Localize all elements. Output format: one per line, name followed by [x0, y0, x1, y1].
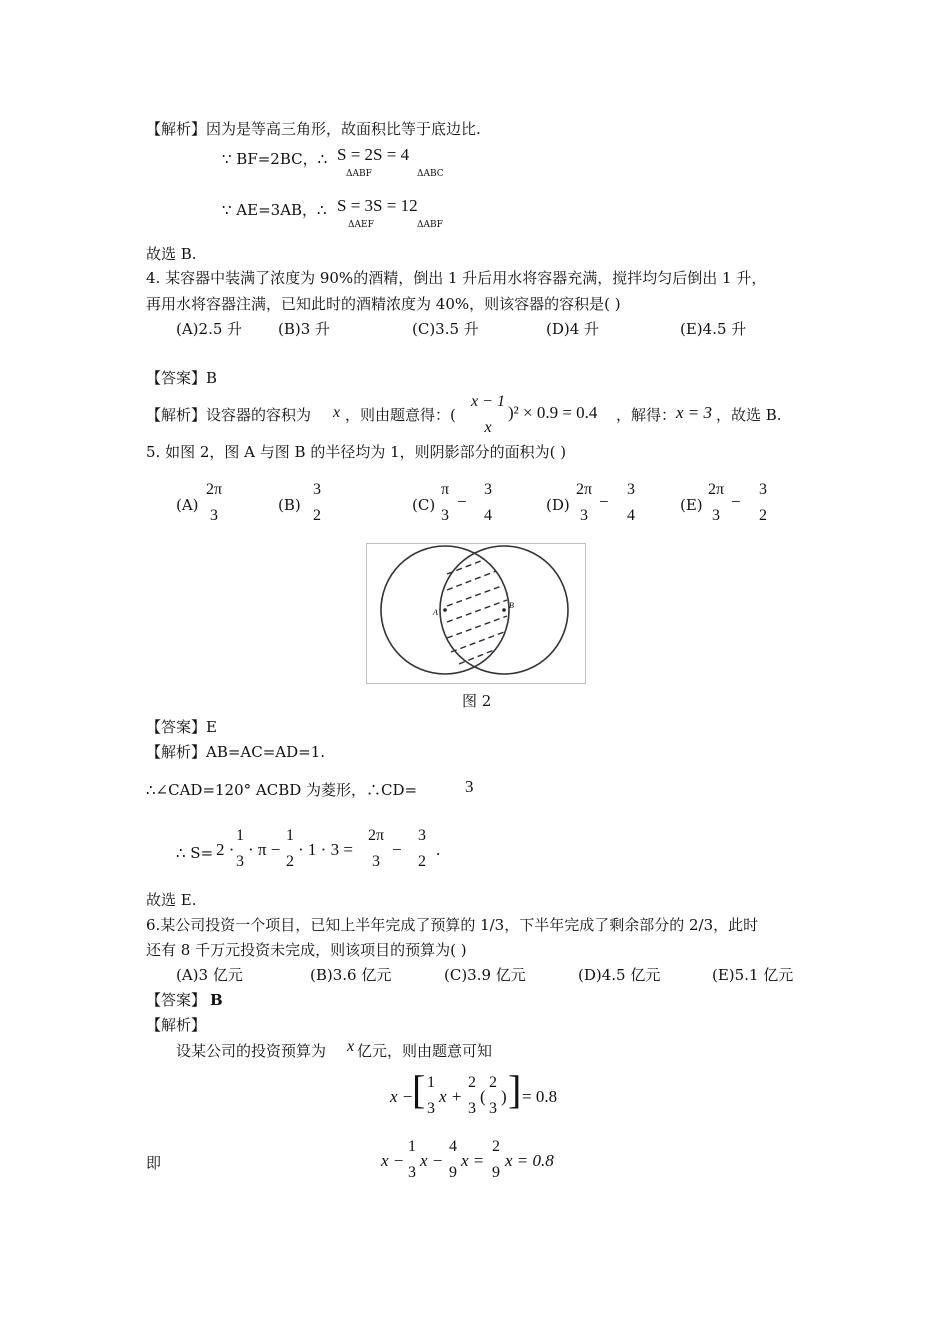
q6-setup-var: x [347, 1038, 355, 1055]
q5-option-e-label: (E) [680, 496, 703, 514]
q5-opt-c-d2: 4 [484, 507, 492, 524]
q6-eq2-f1-den: 3 [408, 1164, 416, 1181]
q5-option-b-label: (B) [278, 496, 301, 514]
q4-option-c: (C)3.5 升 [412, 320, 479, 338]
figure-caption: 图 2 [462, 692, 492, 710]
q6-eq2-f2-num: 4 [449, 1138, 457, 1155]
q6-ji: 即 [146, 1154, 162, 1172]
q6-eq1-frac1 [424, 1073, 438, 1119]
q6-eq1-f3-num: 2 [489, 1074, 497, 1091]
q5-s-end: . [436, 840, 441, 859]
q5-opt-b-den: 2 [313, 507, 321, 524]
q4-analysis-prefix: 【解析】设容器的容积为 [146, 406, 312, 424]
q5-option-e-minus: − [731, 492, 741, 511]
q6-eq2-frac1 [405, 1137, 419, 1183]
q6-eq2-f1-num: 1 [408, 1138, 416, 1155]
q5-s-prefix: ∴ S= [176, 844, 214, 862]
q6-answer-label: 【答案】 [146, 991, 207, 1009]
q4-expression: )² × 0.9 = 0.4 [508, 403, 598, 422]
q5-option-d-frac2 [620, 480, 642, 526]
q5-option-a-label: (A) [176, 496, 199, 514]
q4-analysis-end: ，故选 B. [716, 406, 782, 424]
q6-stem-line1: 6.某公司投资一个项目，已知上半年完成了预算的 1/3，下半年完成了剩余部分的 2/3，此时 [146, 916, 759, 934]
q6-stem-line2: 还有 8 千万元投资未完成，则该项目的预算为( ) [146, 941, 467, 959]
q5-option-a-frac [200, 480, 228, 526]
q6-option-e: (E)5.1 亿元 [712, 966, 794, 984]
q6-eq1-paren-close: ) [501, 1087, 507, 1106]
q5-s-f3-den: 3 [372, 853, 380, 870]
q4-stem-line1: 4. 某容器中装满了浓度为 90%的酒精，倒出 1 升后用水将容器充满，搅拌均匀后倒出 1 升， [146, 269, 767, 287]
q5-opt-a-den: 3 [210, 507, 218, 524]
q5-option-d-minus: − [599, 492, 609, 511]
q5-opt-c-n2: 3 [484, 481, 492, 498]
center-b-dot [502, 608, 506, 612]
q4-fraction [468, 392, 508, 438]
q6-eq2-m2: x = [461, 1151, 485, 1170]
q6-eq1-right: = 0.8 [522, 1087, 558, 1106]
q6-eq1-f2-num: 2 [468, 1074, 476, 1091]
q5-opt-c-n1: π [440, 481, 450, 498]
q6-eq2-frac2 [446, 1137, 460, 1183]
q5-opt-d-n2: 3 [627, 481, 635, 498]
q3-line2-sub1: ΔAEF [348, 220, 374, 230]
q6-setup-prefix: 设某公司的投资预算为 [176, 1042, 327, 1060]
q4-analysis-mid: ，则由题意得：( [345, 406, 456, 424]
q6-eq1-paren-open: ( [480, 1087, 486, 1106]
q5-option-c-label: (C) [412, 496, 436, 514]
q5-s-minus: − [392, 840, 402, 859]
q5-cd-value: 3 [465, 777, 474, 796]
q4-solution: x = 3 [676, 403, 713, 422]
q4-analysis-post: ，解得： [616, 406, 677, 424]
q5-option-e-frac1 [702, 480, 730, 526]
q4-option-e: (E)4.5 升 [680, 320, 747, 338]
q5-option-b-frac [306, 480, 328, 526]
q6-eq2-f3-den: 9 [492, 1164, 500, 1181]
q5-s-frac3 [362, 826, 390, 872]
q6-option-c: (C)3.9 亿元 [444, 966, 526, 984]
q5-analysis-line2: ∴∠CAD=120° ACBD 为菱形，∴CD= [146, 781, 418, 799]
q5-option-d-label: (D) [546, 496, 570, 514]
figure-2 [366, 543, 586, 684]
venn-diagram [367, 544, 585, 683]
q6-eq2-f3-num: 2 [492, 1138, 500, 1155]
q5-option-c-frac2 [477, 480, 499, 526]
q3-analysis: 【解析】因为是等高三角形，故面积比等于底边比. [146, 120, 481, 138]
q5-s-expr2: · π − [248, 840, 281, 859]
q5-opt-e-d2: 2 [759, 507, 767, 524]
q4-frac-num: x − 1 [471, 393, 505, 410]
q6-eq1-mid: x + [439, 1087, 463, 1106]
q5-s-f1-num: 1 [236, 827, 244, 844]
q6-setup-post: 亿元，则由题意可知 [357, 1042, 493, 1060]
q5-s-f3-num: 2π [367, 827, 385, 844]
q4-var-x: x [333, 404, 341, 421]
q5-s-f2-den: 2 [286, 853, 294, 870]
q4-option-a: (A)2.5 升 [176, 320, 243, 338]
q5-opt-e-n1: 2π [707, 481, 725, 498]
q6-eq1-left: x − [390, 1087, 414, 1106]
q6-option-b: (B)3.6 亿元 [310, 966, 392, 984]
q5-s-frac4 [412, 826, 432, 872]
center-a-dot [443, 608, 447, 612]
q5-option-c-frac1 [434, 480, 456, 526]
q6-eq1-frac2 [465, 1073, 479, 1119]
q5-conclusion: 故选 E. [146, 891, 197, 909]
q5-option-c-minus: − [457, 492, 467, 511]
q6-eq1-f2-den: 3 [468, 1100, 476, 1117]
q6-eq1-f1-den: 3 [427, 1100, 435, 1117]
q6-option-a: (A)3 亿元 [176, 966, 243, 984]
q5-analysis-line1: 【解析】AB=AC=AD=1. [146, 743, 326, 761]
q4-option-d: (D)4 升 [546, 320, 600, 338]
label-a: A [433, 608, 438, 617]
q4-frac-den: x [484, 419, 492, 436]
q6-eq2-frac3 [489, 1137, 503, 1183]
q6-eq1-frac3 [486, 1073, 500, 1119]
q5-option-d-frac1 [570, 480, 598, 526]
q5-opt-a-num: 2π [205, 481, 223, 498]
q5-s-f1-den: 3 [236, 853, 244, 870]
q6-eq2-right: x = 0.8 [505, 1151, 554, 1170]
label-b: B [509, 601, 514, 610]
q5-opt-d-d1: 3 [580, 507, 588, 524]
q5-opt-d-d2: 4 [627, 507, 635, 524]
q6-analysis: 【解析】 [146, 1016, 207, 1034]
q4-stem-line2: 再用水将容器注满，已知此时的酒精浓度为 40%，则该容器的容积是( ) [146, 295, 621, 313]
q5-opt-d-n1: 2π [575, 481, 593, 498]
q5-opt-b-num: 3 [313, 481, 321, 498]
q3-line2-sub2: ΔABF [417, 220, 443, 230]
q6-eq2-left: x − [381, 1151, 405, 1170]
q5-s-frac2 [282, 826, 298, 872]
q5-stem: 5. 如图 2，图 A 与图 B 的半径均为 1，则阴影部分的面积为( ) [146, 443, 567, 461]
q6-eq2-m1: x − [420, 1151, 444, 1170]
q6-eq1-bracket-right: ] [508, 1067, 522, 1112]
q5-s-f4-num: 3 [418, 827, 426, 844]
q5-s-expr1: 2 · [216, 840, 235, 859]
q3-line2-expr: S = 3S = 12 [337, 196, 418, 215]
q5-opt-c-d1: 3 [441, 507, 449, 524]
q6-answer-value: B [210, 991, 223, 1009]
q3-line1-sub1: ΔABF [346, 169, 372, 179]
q3-line2-cond: ∵ AE=3AB，∴ [222, 201, 327, 219]
q5-s-expr3: · 1 · 3 = [298, 840, 353, 859]
q5-s-f2-num: 1 [286, 827, 294, 844]
q6-option-d: (D)4.5 亿元 [578, 966, 661, 984]
q5-s-f4-den: 2 [418, 853, 426, 870]
q5-opt-e-n2: 3 [759, 481, 767, 498]
q5-s-frac1 [232, 826, 248, 872]
q6-eq1-f3-den: 3 [489, 1100, 497, 1117]
q3-line1-expr: S = 2S = 4 [337, 145, 410, 164]
q6-eq2-f2-den: 9 [449, 1164, 457, 1181]
q5-answer: 【答案】E [146, 718, 217, 736]
q3-line1-cond: ∵ BF=2BC，∴ [222, 150, 328, 168]
q5-option-e-frac2 [752, 480, 774, 526]
q6-eq1-bracket-left: [ [412, 1067, 426, 1112]
q4-answer: 【答案】B [146, 369, 218, 387]
q5-opt-e-d1: 3 [712, 507, 720, 524]
q3-line1-sub2: ΔABC [417, 169, 444, 179]
q4-option-b: (B)3 升 [278, 320, 331, 338]
q3-conclusion: 故选 B. [146, 245, 197, 263]
q6-eq1-f1-num: 1 [427, 1074, 435, 1091]
